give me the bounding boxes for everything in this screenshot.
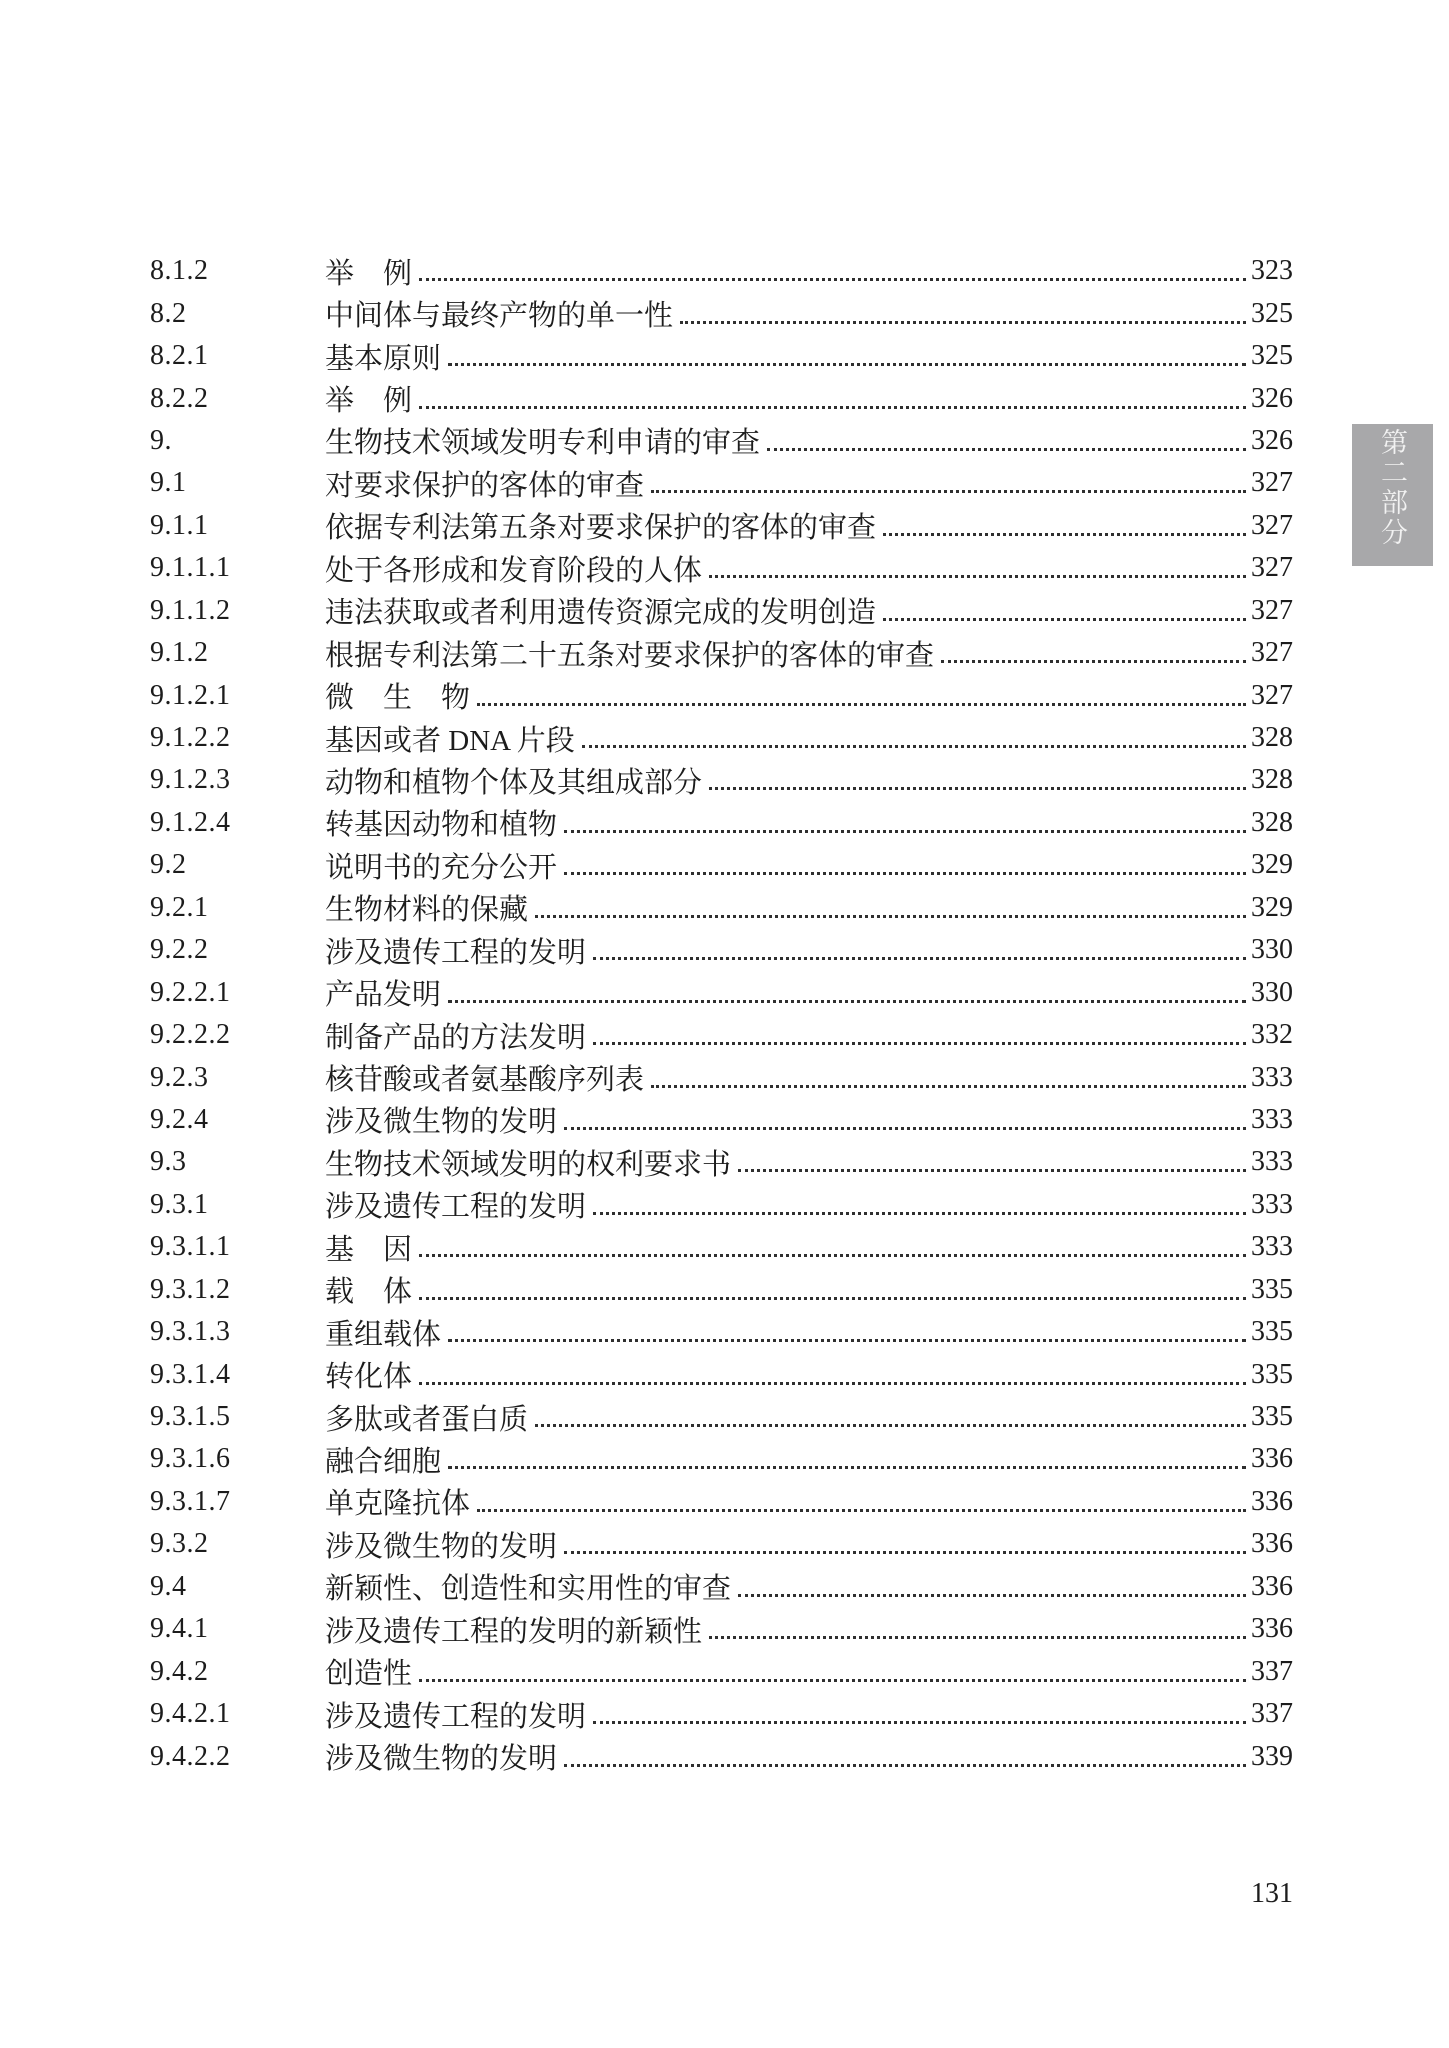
- toc-dot-leader: [564, 1127, 1246, 1130]
- toc-dot-leader: [419, 278, 1246, 281]
- toc-entry-number: 9.3.1: [150, 1188, 209, 1220]
- toc-entry-number: 9.2: [150, 849, 187, 881]
- toc-row: [150, 1014, 1293, 1056]
- toc-entry-page-number: 328: [1251, 722, 1293, 754]
- toc-dot-leader: [448, 1466, 1246, 1469]
- toc-entry-number: 9.1.2.1: [150, 679, 231, 711]
- toc-entry-number: 8.2.1: [150, 340, 209, 372]
- toc-entry-title: 基 因: [325, 1233, 413, 1266]
- toc-entry-page-number: 332: [1251, 1019, 1293, 1051]
- toc-entry-number: 9.4.2.2: [150, 1740, 231, 1772]
- toc-row: [150, 802, 1293, 844]
- toc-entry-page-number: 326: [1251, 424, 1293, 456]
- toc-dot-leader: [535, 1424, 1246, 1427]
- toc-row: [150, 1056, 1293, 1098]
- toc-entry-title: 涉及微生物的发明: [325, 1106, 558, 1139]
- toc-entry-page-number: 335: [1251, 1358, 1293, 1390]
- toc-dot-leader: [738, 1594, 1246, 1597]
- toc-dot-leader: [419, 406, 1246, 409]
- toc-entry-title: 举 例: [325, 257, 413, 290]
- toc-entry-number: 9.: [150, 424, 172, 456]
- toc-entry-number: 9.1.2: [150, 637, 209, 669]
- toc-dot-leader: [477, 1509, 1246, 1512]
- toc-entry-number: 9.2.2.1: [150, 976, 231, 1008]
- toc-entry-number: 9.2.3: [150, 1061, 209, 1093]
- toc-row: [150, 1608, 1293, 1650]
- toc-row: [150, 971, 1293, 1013]
- toc-entry-title: 涉及遗传工程的发明: [325, 1191, 587, 1224]
- toc-dot-leader: [941, 660, 1246, 663]
- toc-entry-title: 微 生 物: [325, 682, 471, 715]
- toc-entry-number: 9.3.1.7: [150, 1485, 231, 1517]
- toc-entry-number: 9.4.2.1: [150, 1698, 231, 1730]
- toc-row: [150, 292, 1293, 334]
- toc-row: [150, 632, 1293, 674]
- toc-entry-page-number: 339: [1251, 1740, 1293, 1772]
- toc-entry-number: 9.2.2: [150, 934, 209, 966]
- toc-entry-page-number: 333: [1251, 1061, 1293, 1093]
- toc-entry-number: 9.1.2.4: [150, 806, 231, 838]
- toc-entry-title: 涉及遗传工程的发明: [325, 1700, 587, 1733]
- toc-dot-leader: [767, 448, 1246, 451]
- toc-entry-title: 基本原则: [325, 342, 442, 375]
- toc-entry-number: 9.3: [150, 1146, 187, 1178]
- toc-dot-leader: [582, 745, 1246, 748]
- toc-row: [150, 1141, 1293, 1183]
- toc-entry-page-number: 335: [1251, 1273, 1293, 1305]
- toc-entry-page-number: 337: [1251, 1698, 1293, 1730]
- toc-entry-page-number: 337: [1251, 1655, 1293, 1687]
- toc-row: [150, 420, 1293, 462]
- toc-entry-number: 9.3.1.2: [150, 1273, 231, 1305]
- toc-dot-leader: [883, 533, 1246, 536]
- toc-dot-leader: [477, 703, 1246, 706]
- toc-entry-number: 9.2.4: [150, 1103, 209, 1135]
- toc-row: [150, 1269, 1293, 1311]
- toc-entry-title: 根据专利法第二十五条对要求保护的客体的审查: [325, 639, 935, 672]
- toc-row: [150, 377, 1293, 419]
- toc-dot-leader: [738, 1169, 1246, 1172]
- toc-entry-page-number: 328: [1251, 764, 1293, 796]
- toc-entry-title: 单克隆抗体: [325, 1488, 471, 1521]
- toc-entry-page-number: 327: [1251, 552, 1293, 584]
- toc-entry-page-number: 336: [1251, 1570, 1293, 1602]
- toc-entry-number: 9.2.1: [150, 891, 209, 923]
- toc-entry-page-number: 330: [1251, 934, 1293, 966]
- toc-entry-page-number: 323: [1251, 255, 1293, 287]
- toc-entry-title: 基因或者 DNA 片段: [325, 724, 575, 757]
- toc-entry-page-number: 325: [1251, 340, 1293, 372]
- toc-entry-title: 涉及微生物的发明: [325, 1530, 558, 1563]
- toc-entry-number: 9.1.1: [150, 509, 209, 541]
- part-two-section-tab: [1352, 424, 1433, 566]
- toc-entry-page-number: 329: [1251, 891, 1293, 923]
- toc-entry-page-number: 336: [1251, 1485, 1293, 1517]
- toc-entry-page-number: 335: [1251, 1316, 1293, 1348]
- toc-entry-number: 8.2: [150, 297, 187, 329]
- toc-entry-number: 9.1.2.3: [150, 764, 231, 796]
- toc-dot-leader: [419, 1297, 1246, 1300]
- toc-entry-title: 对要求保护的客体的审查: [325, 469, 645, 502]
- toc-dot-leader: [564, 872, 1246, 875]
- toc-dot-leader: [651, 490, 1246, 493]
- toc-dot-leader: [709, 1636, 1246, 1639]
- toc-entry-page-number: 336: [1251, 1528, 1293, 1560]
- toc-dot-leader: [564, 1551, 1246, 1554]
- toc-row: [150, 929, 1293, 971]
- toc-row: [150, 1693, 1293, 1735]
- toc-dot-leader: [448, 363, 1246, 366]
- toc-dot-leader: [651, 1085, 1246, 1088]
- toc-entry-title: 涉及微生物的发明: [325, 1743, 558, 1776]
- toc-entry-number: 9.4.2: [150, 1655, 209, 1687]
- toc-entry-page-number: 327: [1251, 679, 1293, 711]
- toc-entry-title: 违法获取或者利用遗传资源完成的发明创造: [325, 597, 877, 630]
- toc-row: [150, 844, 1293, 886]
- toc-row: [150, 717, 1293, 759]
- toc-dot-leader: [419, 1254, 1246, 1257]
- toc-dot-leader: [709, 575, 1246, 578]
- toc-row: [150, 547, 1293, 589]
- toc-entry-title: 举 例: [325, 385, 413, 418]
- toc-entry-number: 9.4: [150, 1570, 187, 1602]
- toc-dot-leader: [564, 1764, 1246, 1767]
- toc-entry-title: 处于各形成和发育阶段的人体: [325, 554, 703, 587]
- toc-dot-leader: [593, 1042, 1246, 1045]
- toc-entry-title: 载 体: [325, 1276, 413, 1309]
- toc-entry-title: 生物技术领域发明的权利要求书: [325, 1148, 732, 1181]
- toc-entry-title: 依据专利法第五条对要求保护的客体的审查: [325, 512, 877, 545]
- toc-entry-number: 9.3.1.3: [150, 1316, 231, 1348]
- toc-row: [150, 335, 1293, 377]
- toc-entry-title: 中间体与最终产物的单一性: [325, 300, 674, 333]
- toc-dot-leader: [883, 618, 1246, 621]
- toc-dot-leader: [448, 1339, 1246, 1342]
- toc-entry-number: 9.1.1.2: [150, 594, 231, 626]
- toc-entry-title: 制备产品的方法发明: [325, 1021, 587, 1054]
- toc-entry-title: 转基因动物和植物: [325, 809, 558, 842]
- toc-entry-number: 9.1.1.1: [150, 552, 231, 584]
- toc-entry-title: 创造性: [325, 1658, 413, 1691]
- toc-entry-title: 融合细胞: [325, 1445, 442, 1478]
- toc-entry-title: 说明书的充分公开: [325, 851, 558, 884]
- table-of-contents: [150, 250, 1293, 1778]
- toc-entry-page-number: 333: [1251, 1231, 1293, 1263]
- toc-entry-page-number: 327: [1251, 509, 1293, 541]
- toc-entry-page-number: 327: [1251, 594, 1293, 626]
- toc-entry-page-number: 333: [1251, 1103, 1293, 1135]
- toc-entry-title: 转化体: [325, 1361, 413, 1394]
- toc-entry-title: 生物材料的保藏: [325, 894, 529, 927]
- toc-entry-page-number: 328: [1251, 806, 1293, 838]
- toc-row: [150, 887, 1293, 929]
- toc-entry-number: 9.3.1.6: [150, 1443, 231, 1475]
- toc-entry-title: 新颖性、创造性和实用性的审查: [325, 1573, 732, 1606]
- toc-entry-page-number: 325: [1251, 297, 1293, 329]
- toc-entry-title: 涉及遗传工程的发明: [325, 936, 587, 969]
- toc-entry-number: 9.2.2.2: [150, 1019, 231, 1051]
- toc-row: [150, 1353, 1293, 1395]
- toc-row: [150, 1481, 1293, 1523]
- toc-entry-number: 8.1.2: [150, 255, 209, 287]
- page-folio-number: 131: [1251, 1878, 1293, 1909]
- toc-entry-page-number: 330: [1251, 976, 1293, 1008]
- toc-row: [150, 1396, 1293, 1438]
- toc-entry-title: 多肽或者蛋白质: [325, 1403, 529, 1436]
- toc-dot-leader: [564, 830, 1246, 833]
- toc-row: [150, 674, 1293, 716]
- toc-dot-leader: [419, 1679, 1246, 1682]
- toc-dot-leader: [680, 321, 1246, 324]
- toc-row: [150, 590, 1293, 632]
- toc-entry-number: 9.3.1.1: [150, 1231, 231, 1263]
- toc-entry-number: 9.3.1.5: [150, 1401, 231, 1433]
- toc-dot-leader: [419, 1382, 1246, 1385]
- toc-entry-title: 产品发明: [325, 979, 442, 1012]
- toc-entry-page-number: 333: [1251, 1188, 1293, 1220]
- toc-row: [150, 1311, 1293, 1353]
- toc-dot-leader: [535, 915, 1246, 918]
- toc-dot-leader: [593, 1721, 1246, 1724]
- toc-entry-page-number: 335: [1251, 1401, 1293, 1433]
- toc-entry-page-number: 329: [1251, 849, 1293, 881]
- toc-row: [150, 1650, 1293, 1692]
- toc-row: [150, 1523, 1293, 1565]
- toc-entry-number: 9.3.2: [150, 1528, 209, 1560]
- toc-row: [150, 1184, 1293, 1226]
- toc-entry-title: 核苷酸或者氨基酸序列表: [325, 1064, 645, 1097]
- toc-entry-page-number: 326: [1251, 382, 1293, 414]
- toc-entry-title: 重组载体: [325, 1318, 442, 1351]
- toc-dot-leader: [593, 1212, 1246, 1215]
- toc-row: [150, 1099, 1293, 1141]
- toc-entry-page-number: 336: [1251, 1613, 1293, 1645]
- toc-row: [150, 250, 1293, 292]
- toc-row: [150, 1735, 1293, 1777]
- toc-entry-title: 涉及遗传工程的发明的新颖性: [325, 1615, 703, 1648]
- toc-entry-number: 9.1: [150, 467, 187, 499]
- toc-entry-page-number: 327: [1251, 637, 1293, 669]
- toc-dot-leader: [709, 787, 1246, 790]
- toc-entry-number: 9.1.2.2: [150, 722, 231, 754]
- toc-dot-leader: [593, 957, 1246, 960]
- toc-row: [150, 505, 1293, 547]
- toc-entry-number: 8.2.2: [150, 382, 209, 414]
- toc-dot-leader: [448, 1000, 1246, 1003]
- toc-row: [150, 1226, 1293, 1268]
- toc-entry-number: 9.3.1.4: [150, 1358, 231, 1390]
- toc-row: [150, 462, 1293, 504]
- toc-entry-page-number: 336: [1251, 1443, 1293, 1475]
- toc-entry-title: 动物和植物个体及其组成部分: [325, 766, 703, 799]
- toc-entry-page-number: 327: [1251, 467, 1293, 499]
- toc-entry-title: 生物技术领域发明专利申请的审查: [325, 427, 761, 460]
- toc-entry-page-number: 333: [1251, 1146, 1293, 1178]
- toc-row: [150, 759, 1293, 801]
- toc-row: [150, 1438, 1293, 1480]
- toc-row: [150, 1566, 1293, 1608]
- side-tab-label: 第二部分: [1377, 428, 1407, 548]
- toc-entry-number: 9.4.1: [150, 1613, 209, 1645]
